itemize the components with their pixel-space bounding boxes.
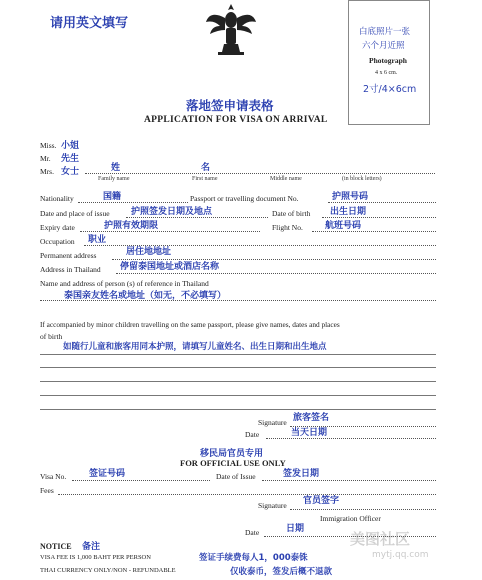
permanent-address-label: Permanent address — [40, 251, 97, 260]
thai-garuda-emblem — [200, 0, 262, 62]
photo-label: Photograph — [369, 56, 407, 65]
nationality-label-cn: 国籍 — [103, 192, 122, 202]
expiry-date-field[interactable] — [80, 231, 260, 232]
first-name-label: First name — [192, 176, 218, 182]
applicant-signature-label: Signature — [258, 418, 287, 427]
surname-cn: 姓 — [111, 163, 121, 173]
photo-size-cn: 2寸/4×6cm — [363, 84, 417, 95]
expiry-date-label: Expiry date — [40, 223, 75, 232]
photo-requirement-white-bg: 白底照片一张 — [359, 27, 411, 37]
mrs-label: Mrs. — [40, 167, 54, 176]
visa-fee-note: VISA FEE IS 1,000 BAHT PER PERSON — [40, 554, 151, 561]
reference-label-cn: 泰国亲友姓名或地址（如无，不必填写） — [64, 291, 227, 301]
block-letters-note: (in block letters) — [342, 176, 382, 182]
date-of-issue-label: Date of Issue — [216, 472, 256, 481]
given-name-cn: 名 — [201, 163, 211, 173]
visa-no-label-cn: 签证号码 — [89, 469, 126, 479]
minor-children-instruction-cn: 如随行儿童和旅客用同本护照，请填写儿童姓名、出生日期和出生地点 — [63, 342, 327, 352]
flight-no-label: Flight No. — [272, 223, 303, 232]
official-use-title-cn: 移民局官员专用 — [200, 449, 264, 459]
photo-requirement-recent: 六个月近照 — [362, 41, 405, 51]
date-of-birth-label-cn: 出生日期 — [330, 207, 367, 217]
middle-name-label: Middle name — [270, 176, 302, 182]
officer-signature-label: Signature — [258, 501, 287, 510]
immigration-officer-label: Immigration Officer — [320, 514, 381, 523]
reference-label: Name and address of person (s) of reference in Thailand — [40, 279, 209, 288]
date-place-issue-label-cn: 护照签发日期及地点 — [131, 207, 213, 217]
visa-no-field[interactable] — [72, 480, 210, 481]
visa-fee-note-cn: 签证手续费每人1，000泰铢 — [199, 553, 308, 563]
date-place-issue-label: Date and place of issue — [40, 209, 110, 218]
minor-children-line-5[interactable] — [40, 409, 436, 410]
date-of-issue-label-cn: 签发日期 — [283, 469, 320, 479]
watermark-text: 美图社区 — [350, 530, 411, 548]
mr-label: Mr. — [40, 154, 51, 163]
passport-label-cn: 护照号码 — [332, 192, 369, 202]
applicant-date-field[interactable] — [266, 438, 436, 439]
fees-label: Fees — [40, 486, 54, 495]
nationality-field[interactable] — [78, 202, 188, 203]
photo-size-label: 4 x 6 cm. — [375, 70, 398, 76]
notice-label: NOTICE — [40, 542, 72, 551]
miss-label-cn: 小姐 — [61, 141, 80, 151]
date-of-birth-label: Date of birth — [272, 209, 311, 218]
watermark-url: mytj.qq.com — [372, 550, 429, 560]
official-use-title-en: FOR OFFICIAL USE ONLY — [180, 458, 286, 468]
form-title-cn: 落地签申请表格 — [186, 98, 274, 113]
flight-no-label-cn: 航班号码 — [325, 221, 362, 231]
watermark-logo — [350, 528, 410, 549]
reference-field[interactable] — [40, 300, 436, 301]
notice-label-cn: 备注 — [82, 542, 101, 552]
officer-signature-label-cn: 官员签字 — [303, 496, 340, 506]
date-of-issue-field[interactable] — [262, 480, 436, 481]
miss-label: Miss. — [40, 141, 57, 150]
permanent-address-label-cn: 居住地地址 — [126, 247, 172, 257]
address-thailand-label-cn: 停留泰国地址或酒店名称 — [120, 262, 220, 272]
fees-field[interactable] — [58, 494, 436, 495]
photo-box — [348, 0, 430, 125]
address-thailand-label: Address in Thailand — [40, 265, 101, 274]
nationality-label: Nationality — [40, 194, 74, 203]
visa-no-label: Visa No. — [40, 472, 67, 481]
mrs-label-cn: 女士 — [61, 167, 80, 177]
officer-date-label: Date — [245, 528, 260, 537]
applicant-signature-label-cn: 旅客签名 — [293, 413, 330, 423]
applicant-date-label: Date — [245, 430, 260, 439]
minor-children-line-2[interactable] — [40, 367, 436, 368]
applicant-date-label-cn: 当天日期 — [291, 428, 328, 438]
family-name-label: Family name — [98, 176, 130, 182]
passport-field[interactable] — [328, 202, 436, 203]
minor-children-instruction: If accompanied by minor children travelling on the same passport, please give names, dates and places — [40, 320, 340, 329]
address-thailand-field[interactable] — [116, 273, 436, 274]
expiry-date-label-cn: 护照有效期限 — [104, 221, 159, 231]
flight-no-field[interactable] — [312, 231, 436, 232]
occupation-label: Occupation — [40, 237, 75, 246]
occupation-label-cn: 职业 — [88, 235, 107, 245]
minor-children-line-3[interactable] — [40, 381, 436, 382]
minor-children-line-4[interactable] — [40, 395, 436, 396]
currency-note: THAI CURRENCY ONLY/NON - REFUNDABLE — [40, 567, 176, 574]
fill-in-english-note: 请用英文填写 — [50, 16, 129, 31]
passport-label: Passport or travelling document No. — [190, 194, 299, 203]
mr-label-cn: 先生 — [61, 154, 80, 164]
currency-note-cn: 仅收泰币，签发后概不退款 — [230, 567, 333, 577]
minor-children-line-1[interactable] — [40, 354, 436, 355]
form-title-en: APPLICATION FOR VISA ON ARRIVAL — [144, 115, 328, 125]
minor-children-instruction-2: of birth — [40, 332, 63, 341]
officer-date-label-cn: 日期 — [286, 524, 305, 534]
name-line[interactable] — [85, 173, 435, 174]
officer-signature-field[interactable] — [290, 509, 436, 510]
